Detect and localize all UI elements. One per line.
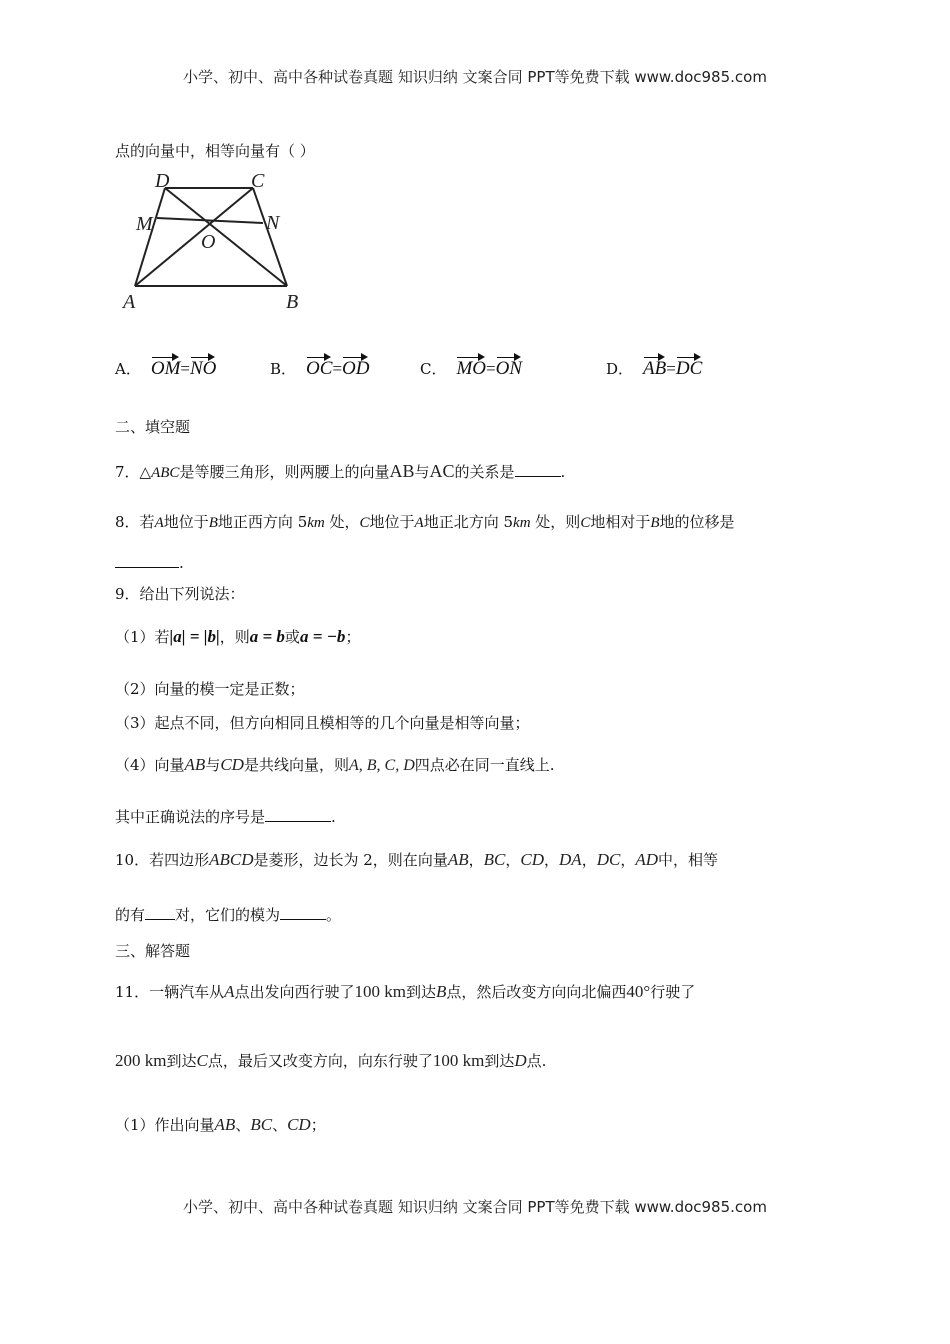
trapezoid-figure bbox=[120, 170, 320, 315]
question-7: 7．△ABC是等腰三角形，则两腰上的向量AB与AC的关系是 . bbox=[115, 461, 566, 481]
statement-3: （3）起点不同，但方向相同且模相等的几个向量是相等向量； bbox=[115, 714, 530, 732]
diagonal-ac bbox=[135, 188, 253, 286]
label-m: M bbox=[136, 213, 153, 235]
option-a[interactable]: A． OM=NO bbox=[115, 358, 217, 379]
question-8-answer: . bbox=[115, 552, 184, 572]
label-n: N bbox=[266, 212, 280, 234]
edge-ad bbox=[135, 188, 165, 286]
diagonal-bd bbox=[165, 188, 287, 286]
question-8: 8．若A地位于B地正西方向 5km 处，C地位于A地正北方向 5km 处，则C地相对于B地的位移是 bbox=[115, 513, 735, 531]
question-9-conclusion: 其中正确说法的序号是 . bbox=[115, 808, 336, 826]
label-a: A bbox=[123, 291, 136, 313]
option-b[interactable]: B． OC=OD bbox=[270, 358, 370, 379]
vector-ab: AB bbox=[643, 358, 667, 379]
statement-1: （1）若|a| = |b|，则a = b或a = −b； bbox=[115, 627, 361, 646]
section-solve: 三、解答题 bbox=[115, 942, 191, 960]
segment-mn bbox=[157, 218, 263, 223]
answer-blank-7[interactable] bbox=[515, 461, 561, 477]
label-c: C bbox=[251, 170, 265, 192]
question-10-line2: 的有 对，它们的模为 。 bbox=[115, 906, 342, 924]
question-11: 11．一辆汽车从A点出发向西行驶了100 km到达B点，然后改变方向向北偏西40°行驶了 bbox=[115, 982, 696, 1001]
label-d: D bbox=[155, 170, 170, 192]
question-11-part-1: （1）作出向量AB、BC、CD； bbox=[115, 1115, 326, 1134]
label-b: B bbox=[286, 291, 299, 313]
vector-on: ON bbox=[495, 358, 523, 379]
answer-blank-10a[interactable] bbox=[145, 904, 175, 920]
question-11-line2: 200 km到达C点，最后又改变方向，向东行驶了100 km到达D点. bbox=[115, 1051, 547, 1070]
option-c[interactable]: C． MO=ON bbox=[420, 358, 523, 379]
question-9: 9．给出下列说法： bbox=[115, 585, 245, 603]
vector-oc: OC bbox=[306, 358, 333, 379]
section-fill-in: 二、填空题 bbox=[115, 418, 191, 436]
vector-dc: DC bbox=[675, 358, 703, 379]
question-10: 10．若四边形ABCD是菱形，边长为 2，则在向量AB，BC，CD，DA，DC，AD中，相等 bbox=[115, 850, 719, 869]
answer-blank-8[interactable] bbox=[115, 552, 179, 568]
label-o: O bbox=[201, 231, 216, 253]
answer-blank-9[interactable] bbox=[265, 806, 331, 822]
option-d[interactable]: D． AB=DC bbox=[606, 358, 703, 379]
vector-no: NO bbox=[190, 358, 217, 379]
page-footer: 小学、初中、高中各种试卷真题 知识归纳 文案合同 PPT等免费下载 www.doc985.com bbox=[183, 1198, 767, 1216]
answer-blank-10b[interactable] bbox=[280, 904, 326, 920]
vector-mo: MO bbox=[456, 358, 487, 379]
page-header: 小学、初中、高中各种试卷真题 知识归纳 文案合同 PPT等免费下载 www.doc985.com bbox=[183, 68, 767, 86]
statement-4: （4）向量AB与CD是共线向量，则A, B, C, D四点必在同一直线上. bbox=[115, 755, 555, 774]
vector-od: OD bbox=[342, 358, 370, 379]
q6-stem: 点的向量中，相等向量有（ ） bbox=[115, 142, 315, 160]
vector-om: OM bbox=[150, 358, 181, 379]
statement-2: （2）向量的模一定是正数； bbox=[115, 680, 305, 698]
